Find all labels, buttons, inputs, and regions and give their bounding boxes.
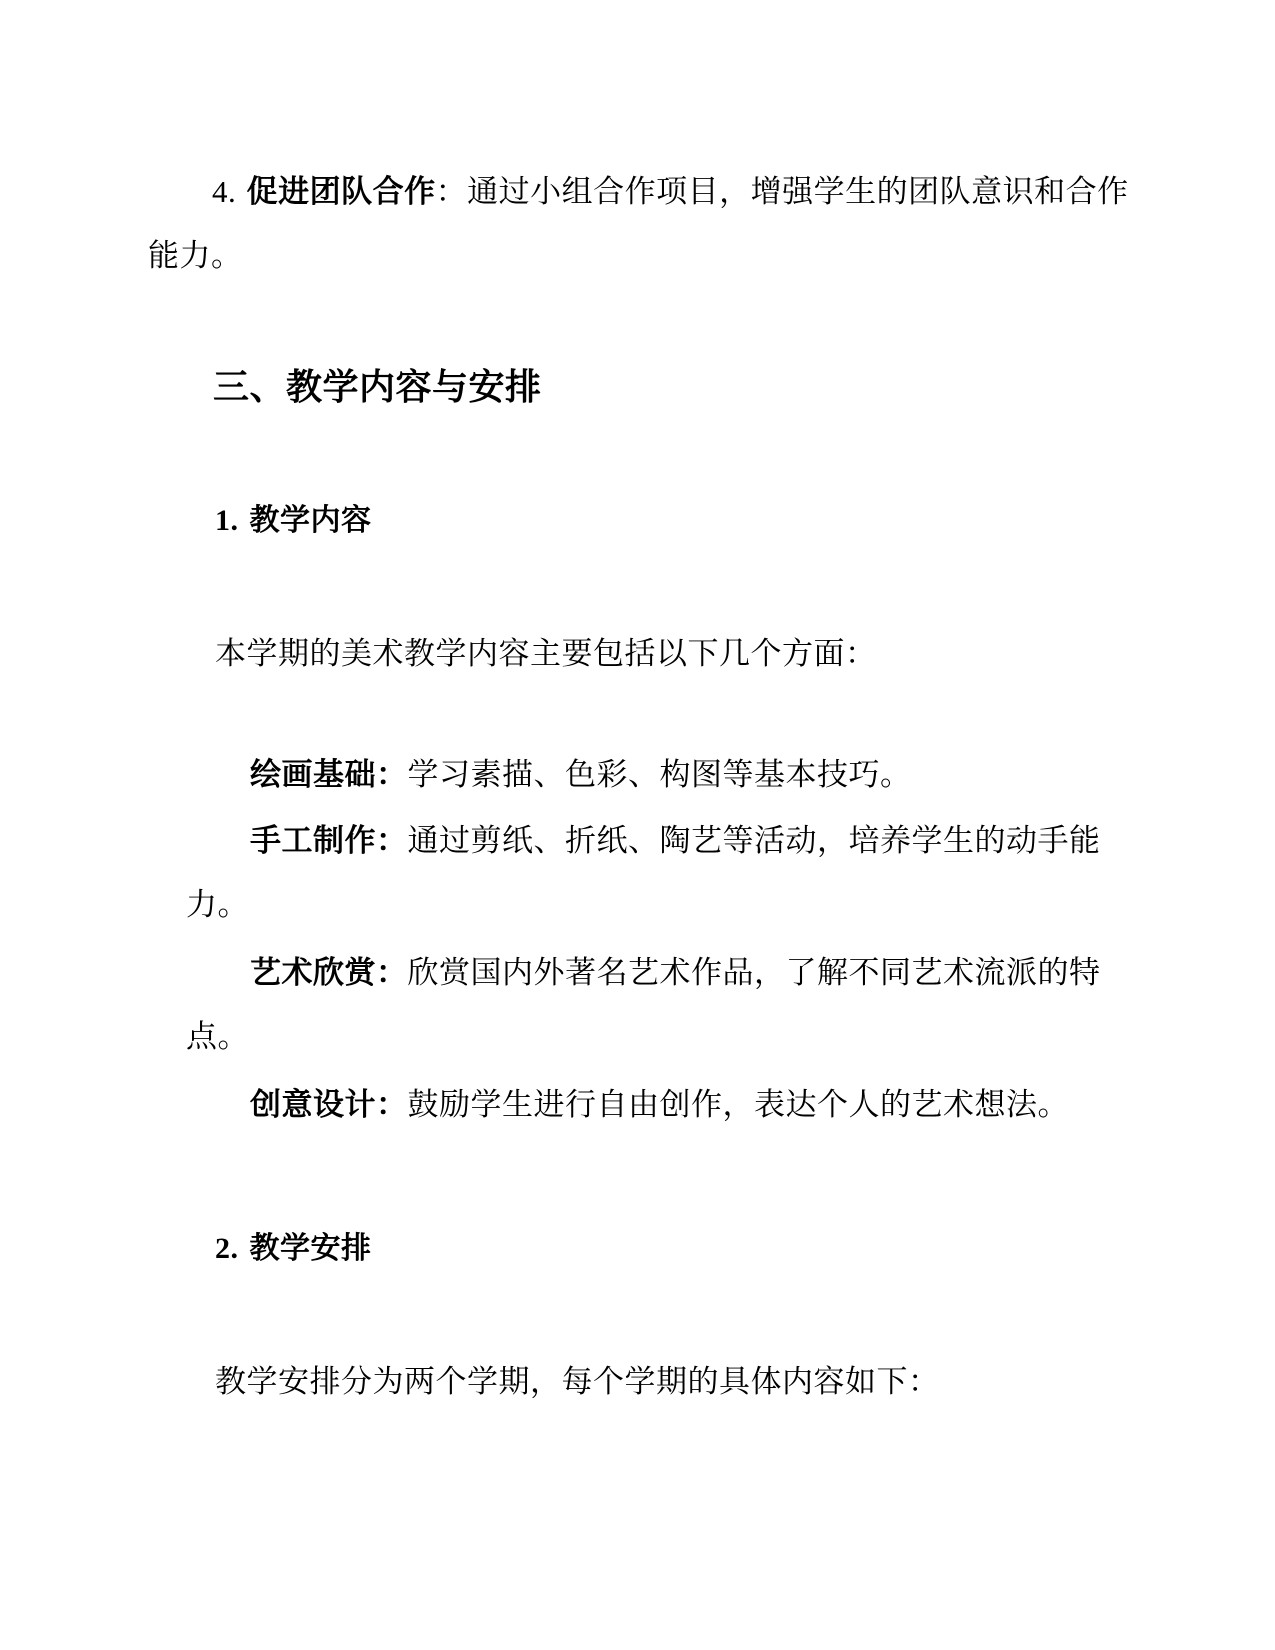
goal-item-teamwork — [148, 160, 1133, 288]
subheading-text: 教学安排 — [249, 1231, 372, 1266]
content-item-term: 手工制作 — [250, 823, 376, 859]
goal-item-text: 通过小组合作项目，增强学生的团队意识和合作能力。 — [148, 174, 1129, 274]
content-item-colon: ： — [376, 757, 408, 793]
subheading-text: 教学内容 — [249, 503, 372, 538]
content-item-creative-design — [186, 1073, 1116, 1137]
content-item-term: 创意设计 — [250, 1087, 376, 1123]
goal-item-colon: ： — [435, 174, 468, 210]
subheading-number: 1. — [215, 504, 239, 537]
content-item-colon: ： — [376, 1087, 408, 1123]
content-item-appreciation — [186, 941, 1116, 1069]
subheading-number: 2. — [215, 1232, 239, 1265]
content-item-text: 鼓励学生进行自由创作，表达个人的艺术想法。 — [407, 1087, 1069, 1123]
content-item-term: 绘画基础 — [250, 757, 376, 793]
goal-item-number: 4. — [212, 174, 237, 209]
section-heading: 三、教学内容与安排 — [213, 367, 542, 408]
schedule-intro: 教学安排分为两个学期，每个学期的具体内容如下： — [215, 1364, 940, 1400]
content-item-drawing — [186, 743, 1116, 807]
content-item-term: 艺术欣赏 — [250, 955, 376, 991]
content-item-colon: ： — [376, 955, 408, 991]
goal-item-term: 促进团队合作 — [246, 174, 436, 210]
content-item-text: 欣赏国内外著名艺术作品，了解不同艺术流派的特点。 — [186, 955, 1101, 1055]
content-item-colon: ： — [376, 823, 408, 859]
content-item-text: 通过剪纸、折纸、陶艺等活动，培养学生的动手能力。 — [186, 823, 1101, 923]
subheading-teaching-schedule — [215, 1225, 371, 1273]
content-item-text: 学习素描、色彩、构图等基本技巧。 — [407, 757, 912, 793]
subheading-teaching-content — [215, 497, 371, 545]
content-intro: 本学期的美术教学内容主要包括以下几个方面： — [215, 636, 877, 672]
content-item-handcraft — [186, 809, 1116, 937]
